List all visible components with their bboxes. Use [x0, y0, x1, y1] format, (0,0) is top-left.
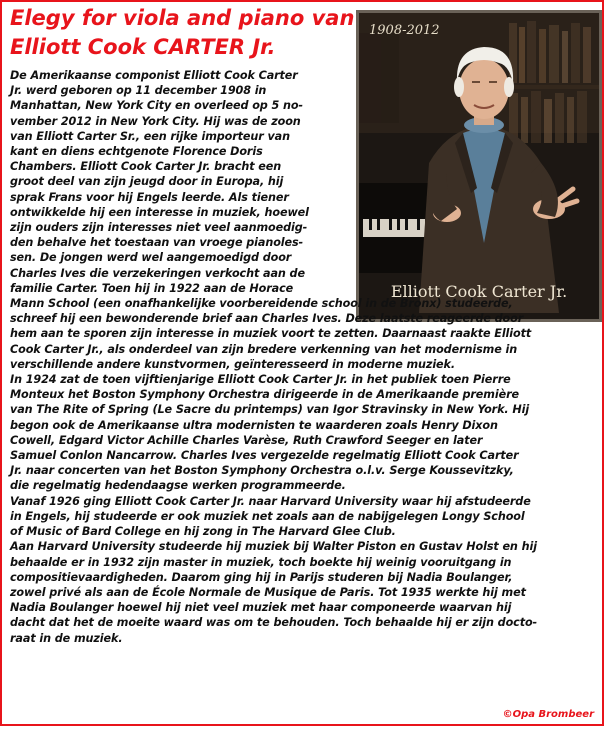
body-line: zowel privé als aan de École Normale de Musique de Paris. Tot 1935 werkte hij met — [10, 585, 526, 599]
body-line: vember 2012 in New York City. Hij was de zoon — [10, 114, 301, 128]
body-line: Chambers. Elliott Cook Carter Jr. bracht een — [10, 160, 282, 174]
body-line: begon ook de Amerikaanse ultra modernisten te waarderen zoals Henry Dixon — [10, 418, 498, 432]
body-line: Mann School (een onafhankelijke voorbereidende school in de Bronx) studeerde, — [10, 297, 513, 311]
body-line: of Music of Bard College en hij zong in The Harvard Glee Club. — [10, 525, 396, 539]
body-line: zijn ouders zijn interesses niet veel aanmoedig- — [10, 221, 308, 235]
body-line: schreef hij een bewonderende brief aan Charles Ives. Deze laatste reageerde door — [10, 312, 524, 326]
body-line: Monteux het Boston Symphony Orchestra dirigeerde in de Amerikaande première — [10, 388, 519, 402]
body-line: van Elliott Carter Sr., een rijke importeur van — [10, 129, 290, 143]
body-line: behaalde er in 1932 zijn master in muziek, toch boekte hij weinig vooruitgang in — [10, 555, 512, 569]
body-line: ontwikkelde hij een interesse in muziek, hoewel — [10, 205, 309, 219]
body-line: In 1924 zat de toen vijftienjarige Elliott Cook Carter Jr. in het publiek toen Pierre — [10, 373, 511, 387]
body-line: sen. De jongen werd wel aangemoedigd door — [10, 251, 292, 265]
body-line: die regelmatig hedendaagse werken programmeerde. — [10, 479, 346, 493]
body-line: den behalve het toestaan van vroege pianoles- — [10, 236, 304, 250]
body-line: Vanaf 1926 ging Elliott Cook Carter Jr. naar Harvard University waar hij afstudeerde — [10, 494, 531, 508]
body-line: familie Carter. Toen hij in 1922 aan de Horace — [10, 281, 294, 295]
body-line: compositievaardigheden. Daarom ging hij in Parijs studeren bij Nadia Boulanger, — [10, 570, 513, 584]
body-line: verschillende andere kunstvormen, geïnteresseerd in moderne muziek. — [10, 357, 456, 371]
photo-caption: Elliott Cook Carter Jr. — [390, 282, 568, 301]
body-line: Nadia Boulanger hoewel hij niet veel muziek met haar componeerde waarvan hij — [10, 601, 512, 615]
body-line: De Amerikaanse componist Elliott Cook Carter — [10, 69, 298, 82]
photo-years-label: 1908-2012 — [369, 23, 440, 38]
body-line: Aan Harvard University studeerde hij muziek bij Walter Piston en Gustav Holst en hij — [10, 540, 537, 554]
body-line: Charles Ives die verzekeringen verkocht aan de — [10, 266, 305, 280]
body-line: Cook Carter Jr., als onderdeel van zijn bredere verkenning van het modernisme in — [10, 342, 518, 356]
body-line: Jr. werd geboren op 11 december 1908 in — [10, 84, 267, 98]
body-line: hem aan te sporen zijn interesse in muziek voort te zetten. Daarnaast raakte Elliott — [10, 327, 532, 341]
body-line: sprak Frans voor hij Engels leerde. Als tiener — [10, 190, 289, 204]
body-line: dacht dat het de moeite waard was om te behouden. Toch behaalde hij er zijn docto- — [10, 616, 538, 630]
body-line: Manhattan, New York City en overleed op 5 no- — [10, 99, 303, 113]
body-line: Samuel Conlon Nancarrow. Charles Ives vergezelde regelmatig Elliott Cook Carter — [10, 449, 519, 463]
page-title — [10, 4, 355, 62]
body-line: van The Rite of Spring (Le Sacre du printemps) van Igor Stravinsky in New York. Hij — [10, 403, 530, 417]
body-line: Jr. naar concerten van het Boston Symphony Orchestra o.l.v. Serge Koussevitzky, — [10, 464, 514, 478]
biography-text — [10, 68, 598, 646]
title-line-2: Elliott Cook CARTER Jr. — [10, 35, 276, 59]
body-line: in Engels, hij studeerde er ook muziek net zoals aan de nabijgelegen Longy School — [10, 509, 525, 523]
body-line: raat in de muziek. — [10, 631, 123, 645]
body-line: groot deel van zijn jeugd door in Europa, hij — [10, 175, 284, 189]
body-line: kant en diens echtgenote Florence Doris — [10, 145, 263, 159]
body-line: Cowell, Edgard Victor Achille Charles Varèse, Ruth Crawford Seeger en later — [10, 433, 483, 447]
title-line-1: Elegy for viola and piano van — [10, 6, 355, 30]
copyright-notice: ©Opa Brombeer — [502, 709, 594, 720]
